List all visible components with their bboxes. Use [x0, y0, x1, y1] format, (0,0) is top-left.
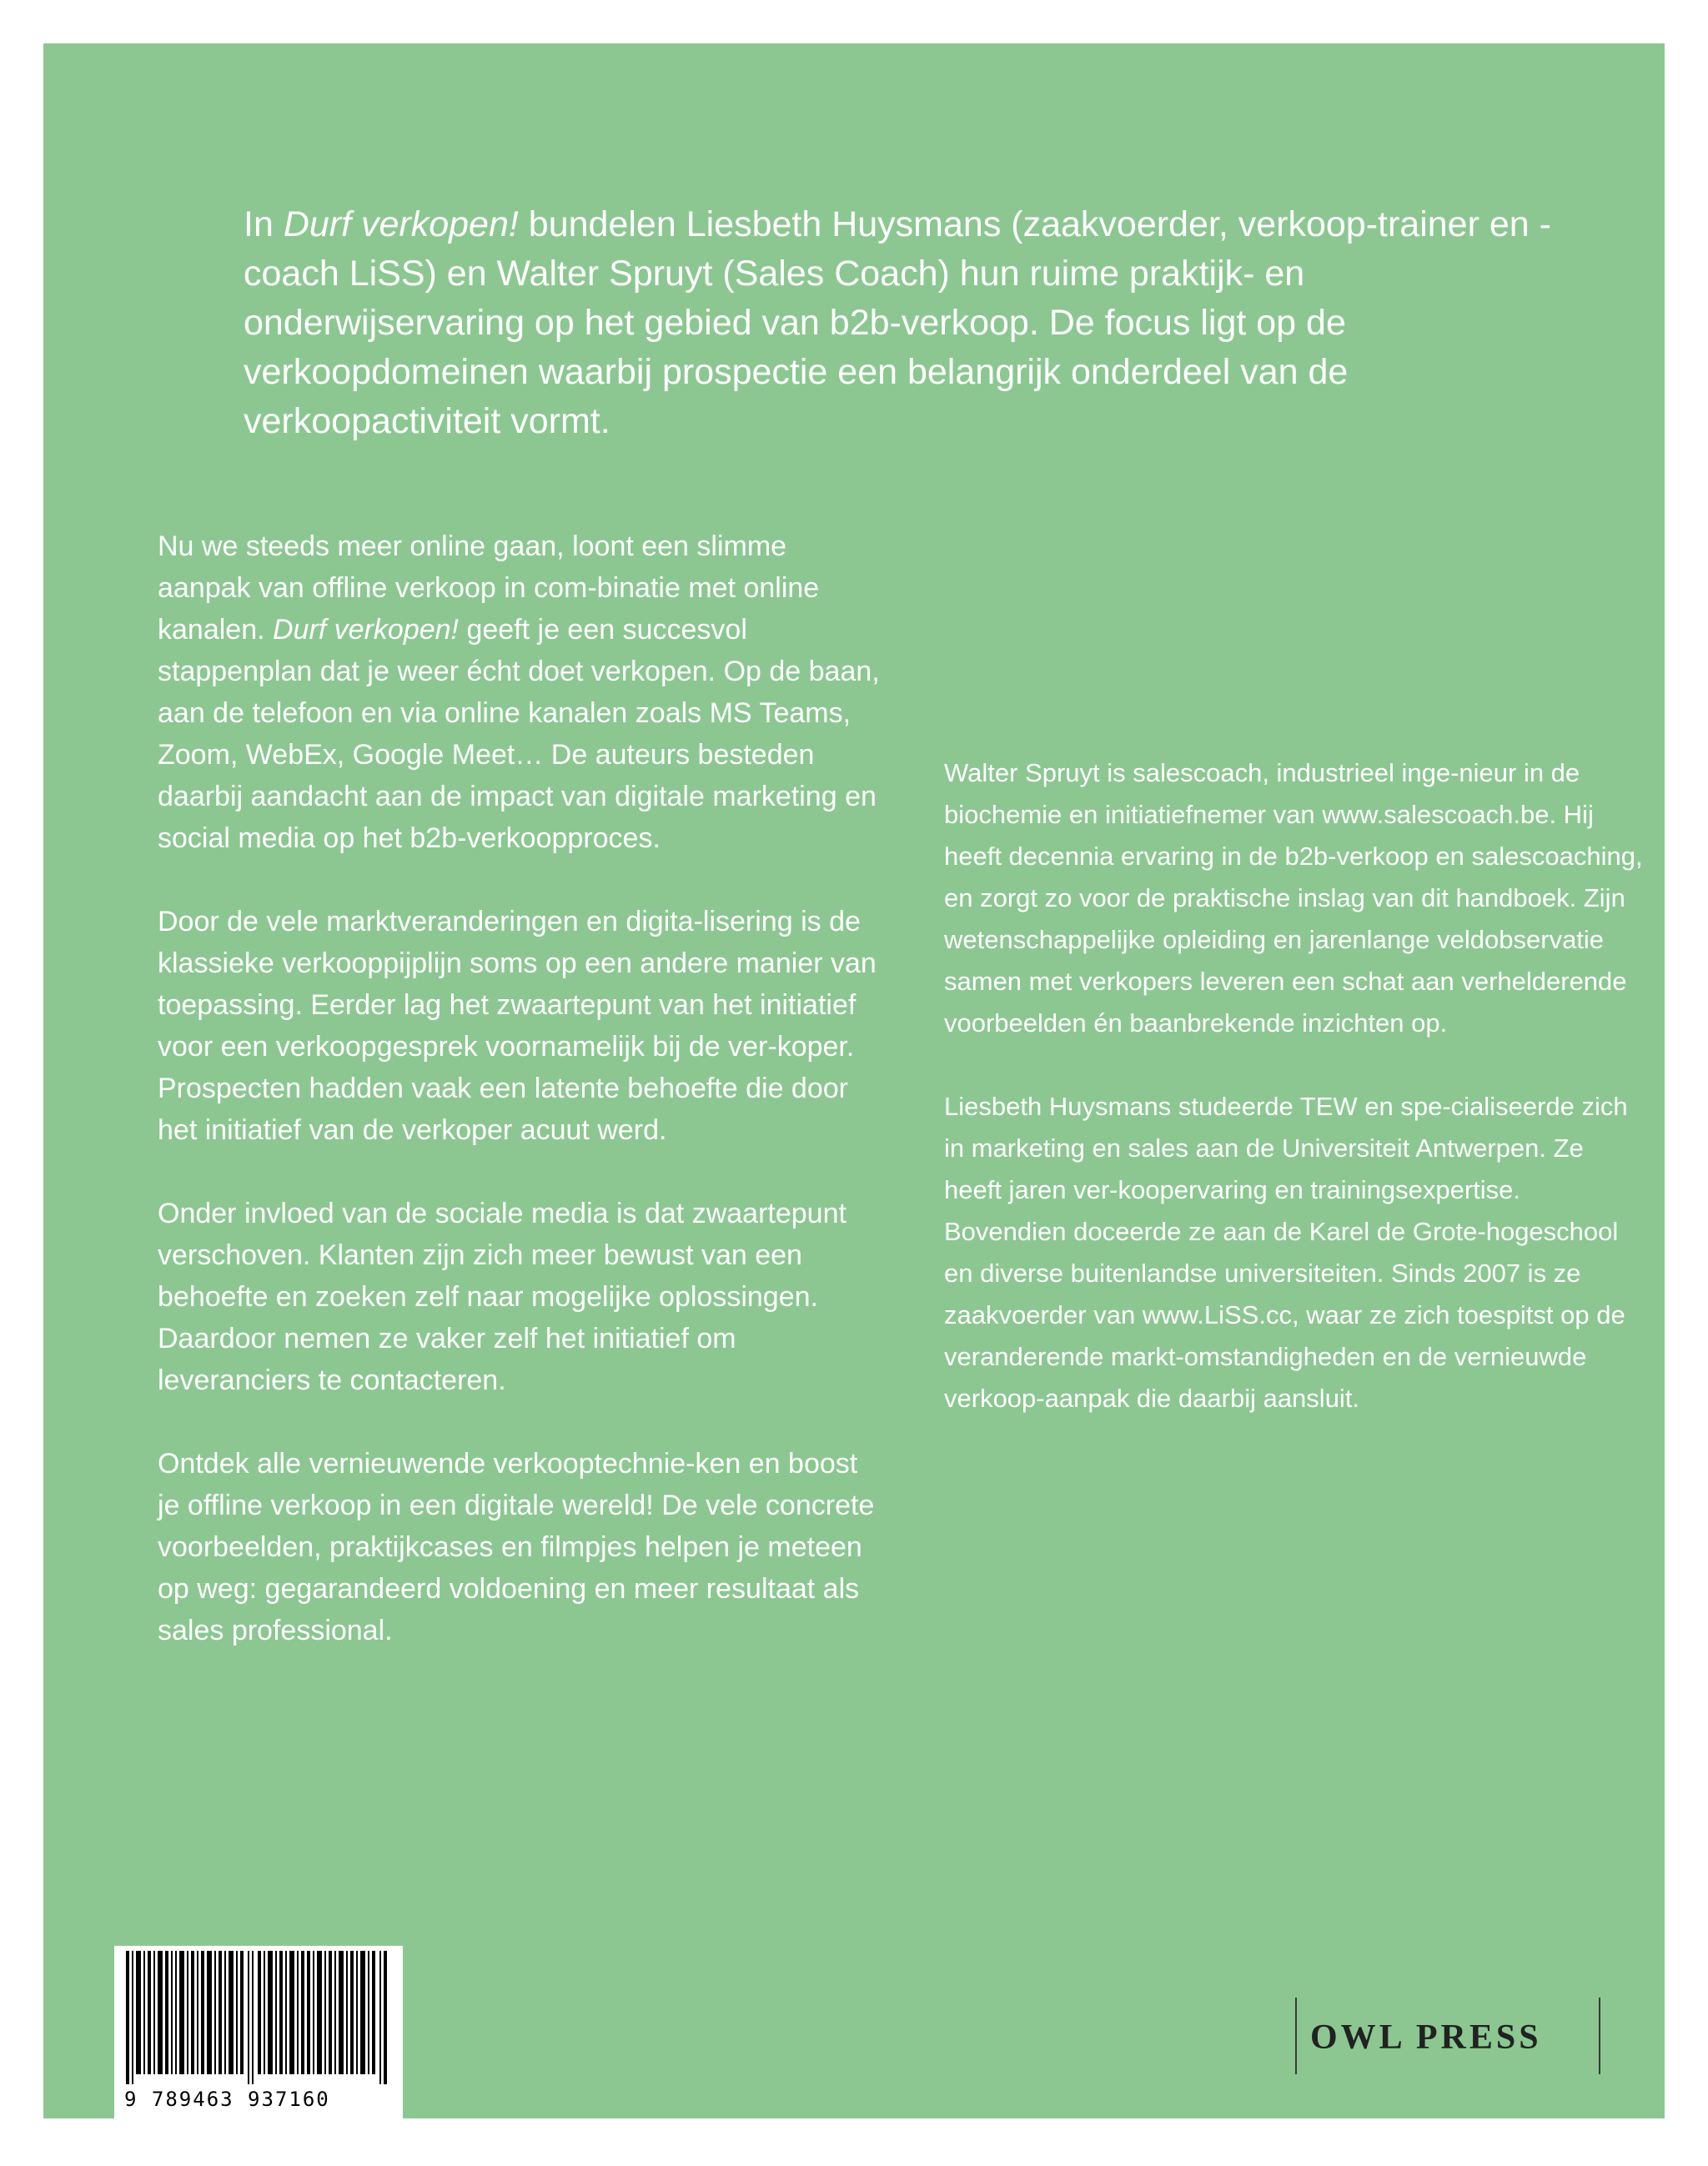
isbn-barcode: [114, 1946, 403, 2118]
left-p1-book-title: Durf verkopen!: [273, 614, 459, 646]
isbn-digits: 9 789463 937160: [124, 2088, 330, 2111]
barcode-bars-graphic: [126, 1951, 391, 2084]
publisher-rule-left: [1295, 1998, 1297, 2074]
lead-paragraph: [244, 200, 1595, 446]
left-paragraph-3: Onder invloed van de sociale media is dat zwaartepunt verschoven. Klanten zijn zich meer bewust van een behoefte en zoeken zelf naar mogelijke oplossingen. Daardoor nemen ze vaker zelf het initiatief om leveranciers te contacteren.: [158, 1198, 846, 1396]
left-p1-text-a: Nu we steeds meer online gaan, loont een slimme aanpak van offline verkoop in com-binatie met online kanalen.: [158, 530, 820, 646]
left-column: [158, 525, 883, 1651]
left-paragraph-1: [158, 525, 883, 859]
publisher-name: OWL PRESS: [1310, 2018, 1542, 2057]
lead-book-title: Durf verkopen!: [283, 204, 519, 244]
lead-prefix: In: [244, 204, 284, 244]
author-bio-walter-spruyt: Walter Spruyt is salescoach, industrieel inge-nieur in de biochemie en initiatiefnemer van www.salescoach.be. Hij heeft decennia ervaring in de b2b-verkoop en salescoaching, en zorgt zo voor de praktische inslag van dit handboek. Zijn wetenschappelijke opleiding en jarenlange veldobservatie samen met verkopers leveren een schat aan verhelderende voorbeelden én baanbrekende inzichten op.: [944, 758, 1643, 1038]
author-bio-liesbeth-huysmans: Liesbeth Huysmans studeerde TEW en spe-cialiseerde zich in marketing en sales aan de Universiteit Antwerpen. Ze heeft jaren ver-koopervaring en trainingsexpertise. Bovendien doceerde ze aan de Karel de Grote-hogeschool en diverse buitenlandse universiteiten. Sinds 2007 is ze zaakvoerder van www.LiSS.cc, waar ze zich toespitst op de veranderende markt-omstandigheden en de vernieuwde verkoop-aanpak die daarbij aansluit.: [944, 1092, 1628, 1413]
publisher-logo: [1295, 1998, 1600, 2074]
left-paragraph-4: Ontdek alle vernieuwende verkooptechnie-ken en boost je offline verkoop in een digitale wereld! De vele concrete voorbeelden, praktijkcases en filmpjes helpen je meteen op weg: gegarandeerd voldoening en meer resultaat als sales professional.: [158, 1448, 875, 1646]
lead-text: bundelen Liesbeth Huysmans (zaakvoerder, verkoop-trainer en -coach LiSS) en Walter Spruyt (Sales Coach) hun ruime praktijk- en onderwijservaring op het gebied van b2b-verkoop. De focus ligt op de verkoopdomeinen waarbij prospectie een belangrijk onderdeel van de verkoopactiviteit vormt.: [244, 204, 1551, 441]
back-cover: [43, 43, 1665, 2118]
left-paragraph-2: Door de vele marktveranderingen en digita-lisering is de klassieke verkooppijplijn soms op een andere manier van toepassing. Eerder lag het zwaartepunt van het initiatief voor een verkoopgesprek voornamelijk bij de ver-koper. Prospecten hadden vaak een latente behoefte die door het initiatief van de verkoper acuut werd.: [158, 906, 877, 1146]
publisher-rule-right: [1599, 1998, 1600, 2074]
left-p1-text-b: geeft je een succesvol stappenplan dat je weer écht doet verkopen. Op de baan, aan de telefoon en via online kanalen zoals MS Teams, Zoom, WebEx, Google Meet… De auteurs besteden daarbij aandacht aan de impact van digitale marketing en social media op het b2b-verkoopproces.: [158, 614, 880, 854]
right-column: [944, 752, 1645, 1420]
